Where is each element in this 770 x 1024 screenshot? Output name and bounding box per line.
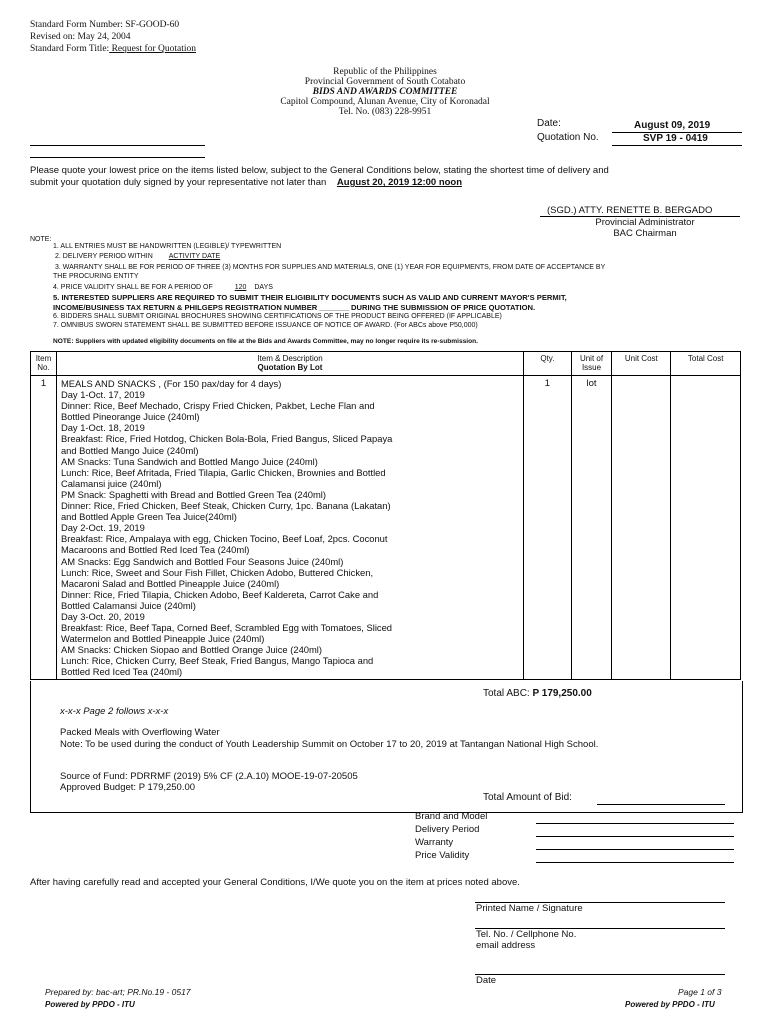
form-title-value: Request for Quotation [109,44,196,54]
agency-line-1: Republic of the Philippines [333,67,437,77]
tel-label: Tel. No. / Cellphone No. [476,929,577,940]
header-qty: Qty. [524,352,572,376]
description-line: Dinner: Rice, Beef Mechado, Crispy Fried Chicken, Pakbet, Leche Flan and [60,400,375,412]
description-lines [61,378,520,678]
header-description [56,352,523,376]
description-line: Day 1-Oct. 18, 2019 [60,422,145,434]
source-of-fund: Source of Fund: PDRRMF (2019) 5% CF (2.A.10) MOOE-19-07-20505 [60,771,358,782]
table-row [31,376,741,680]
description-line: Dinner: Rice, Fried Tilapia, Chicken Adobo, Beef Kaldereta, Carrot Cake and [60,588,379,600]
printed-name-label: Printed Name / Signature [476,903,583,914]
row-unit-cost[interactable] [612,376,671,680]
note-3b: THE PROCURING ENTITY [53,273,139,280]
price-validity-line[interactable] [536,862,734,863]
intro-line-1: Please quote your lowest price on the items listed below, subject to the General Conditions below, stating the shortest time of delivery and [30,165,609,176]
header-item: Item [35,354,52,363]
description-line: and Bottled Mango Juice (240ml) [60,444,199,456]
description-line: Breakfast: Rice, Fried Hotdog, Chicken Bola-Bola, Fried Bangus, Sliced Papaya [60,433,393,445]
total-abc [483,688,592,699]
form-number: Standard Form Number: SF-GOOD-60 [30,20,180,30]
description-line: Day 3-Oct. 20, 2019 [60,610,145,622]
supplier-address-line[interactable] [30,157,205,158]
table-header-row [31,352,741,376]
form-title-label: Standard Form Title: [30,44,110,54]
description-line: Macaroons and Bottled Red Iced Tea (240ml) [60,544,250,556]
items-table [30,351,741,680]
header-desc-lot: Quotation By Lot [257,363,323,372]
form-title [30,44,196,54]
supplier-name-line[interactable] [30,145,205,146]
delivery-line[interactable] [536,836,734,837]
note-4-text: 4. PRICE VALIDITY SHALL BE FOR A PERIOD OF [53,284,213,291]
date-line[interactable] [475,974,725,975]
description-line: AM Snacks: Egg Sandwich and Bottled Four Seasons Juice (240ml) [60,555,344,567]
description-line: Lunch: Rice, Sweet and Sour Fish Fillet, Chicken Adobo, Buttered Chicken, [60,566,374,578]
note-5a: 5. INTERESTED SUPPLIERS ARE REQUIRED TO SUBMIT THEIR ELIGIBILITY DOCUMENTS SUCH AS VALID AND CURRENT MAYOR'S PERMIT, [53,293,567,302]
note-label: NOTE: [30,236,52,243]
description-line: Calamansi juice (240ml) [60,477,162,489]
row-item-no: 1 [31,376,57,680]
note-3a: 3. WARRANTY SHALL BE FOR PERIOD OF THREE (3) MONTHS FOR SUPPLIES AND MATERIALS, ONE (1) YEAR FOR EQUIPMENTS, FROM DATE OF ACCEPTANCE BY [55,264,606,271]
description-line: Lunch: Rice, Beef Afritada, Fried Tilapia, Garlic Chicken, Brownies and Bottled [60,466,386,478]
signatory-name: (SGD.) ATTY. RENETTE B. BERGADO [547,205,713,216]
description-line: Day 2-Oct. 19, 2019 [60,522,145,534]
approved-budget: Approved Budget: P 179,250.00 [60,782,196,793]
powered-by-right: Powered by PPDO - ITU [625,1000,715,1009]
date-value: August 09, 2019 [634,120,711,131]
agency-committee: BIDS AND AWARDS COMMITTEE [312,87,458,97]
agency-address: Capitol Compound, Alunan Avenue, City of Koronadal [280,97,490,107]
warranty-label: Warranty [415,837,454,848]
description-line: PM Snack: Spaghetti with Bread and Bottled Green Tea (240ml) [60,488,327,500]
agency-tel: Tel. No. (083) 228-9951 [338,107,432,117]
header-no: No. [37,363,50,372]
note-2 [55,253,220,260]
date-label: Date: [537,118,561,129]
quotation-label: Quotation No. [537,132,599,143]
signatory-title: Provincial Administrator [595,217,695,228]
prepared-by: Prepared by: bac-art; PR.No.19 - 0517 [45,987,191,997]
brand-line[interactable] [536,823,734,824]
description-line: Day 1-Oct. 17, 2019 [60,389,145,401]
note-4-value: 120 [234,284,247,291]
note-6: 6. BIDDERS SHALL SUBMIT ORIGINAL BROCHURES SHOWING CERTIFICATIONS OF THE PRODUCT BEING OFFERED (IF APPLICABLE) [53,313,502,320]
note-4 [53,284,273,291]
description-line: Lunch: Rice, Chicken Curry, Beef Steak, Fried Bangus, Mango Tapioca and [60,655,374,667]
brand-label: Brand and Model [415,811,488,822]
price-validity-label: Price Validity [415,850,470,861]
description-line: Bottled Calamansi Juice (240ml) [60,599,196,611]
header-total-cost: Total Cost [671,352,741,376]
total-abc-value: P 179,250.00 [532,688,592,699]
agency-line-2: Provincial Government of South Cotabato [304,77,466,87]
usage-note: Note: To be used during the conduct of Youth Leadership Summit on October 17 to 20, 2019 at Tantangan National High School. [60,739,599,750]
packed-meals: Packed Meals with Overflowing Water [60,727,220,738]
description-line: Breakfast: Rice, Ampalaya with egg, Chicken Tocino, Beef Loaf, 2pcs. Coconut [60,533,388,545]
eligibility-note: NOTE: Suppliers with updated eligibility documents on file at the Bids and Awards Committee, may no longer require its re-submission. [53,338,478,345]
row-total-cost[interactable] [671,376,741,680]
description-line: Breakfast: Rice, Beef Tapa, Corned Beef, Scrambled Egg with Tomatoes, Sliced [60,622,393,634]
warranty-line[interactable] [536,849,734,850]
header-unit-issue [571,352,611,376]
note-2-value: ACTIVITY DATE [168,253,221,260]
quotation-number: SVP 19 - 0419 [643,133,708,144]
description-line: and Bottled Apple Green Tea Juice(240ml) [60,511,237,523]
description-line: Macaroni Salad and Bottled Pineapple Juice (240ml) [60,577,280,589]
note-2-text: 2. DELIVERY PERIOD WITHIN [55,253,153,260]
row-unit: lot [571,376,611,680]
note-1: 1. ALL ENTRIES MUST BE HANDWRITTEN (LEGIBLE)/ TYPEWRITTEN [53,243,282,250]
description-line: MEALS AND SNACKS , (For 150 pax/day for 4 days) [60,378,282,389]
total-abc-label: Total ABC: [483,688,530,699]
description-line: AM Snacks: Tuna Sandwich and Bottled Mango Juice (240ml) [60,455,318,467]
page-follows: x-x-x Page 2 follows x-x-x [60,706,169,717]
header-unit-cost: Unit Cost [612,352,671,376]
intro-line-2-text: submit your quotation duly signed by your representative not later than [30,177,327,188]
row-qty: 1 [524,376,572,680]
total-bid-line[interactable] [597,804,725,805]
delivery-label: Delivery Period [415,824,480,835]
total-bid-label: Total Amount of Bid: [483,792,572,803]
email-label: email address [476,940,536,951]
header-desc: Item & Description [257,354,323,363]
powered-by-left: Powered by PPDO - ITU [45,1000,135,1009]
acceptance-statement: After having carefully read and accepted your General Conditions, I/We quote you on the item at prices noted above. [30,877,520,888]
page-number: Page 1 of 3 [678,987,722,997]
date-sign-label: Date [476,975,497,986]
signatory-role: BAC Chairman [613,228,677,239]
description-line: AM Snacks: Chicken Siopao and Bottled Orange Juice (240ml) [60,644,323,656]
header-issue: Issue [581,363,602,372]
note-7: 7. OMNIBUS SWORN STATEMENT SHALL BE SUBMITTED BEFORE ISSUANCE OF NOTICE OF AWARD. (For ABCs above P50,000) [53,322,478,329]
row-description [56,376,523,680]
deadline: August 20, 2019 12:00 noon [336,177,463,188]
note-4-unit: DAYS [254,284,273,291]
description-line: Bottled Pineorange Juice (240ml) [60,411,200,423]
description-line: Bottled Red Iced Tea (240ml) [60,666,183,678]
intro-line-2 [30,177,462,188]
header-item-no [31,352,57,376]
description-line: Dinner: Rice, Fried Chicken, Beef Steak, Chicken Curry, 1pc. Banana (Lakatan) [60,500,391,512]
header-unit: Unit of [579,354,604,363]
description-line: Watermelon and Bottled Pineapple Juice (240ml) [60,633,265,645]
note-5b: INCOME/BUSINESS TAX RETURN & PHILGEPS REGISTRATION NUMBER _______ DURING THE SUBMISSION OF PRICE QUOTATION. [53,303,536,312]
revised-date: Revised on: May 24, 2004 [30,32,131,42]
